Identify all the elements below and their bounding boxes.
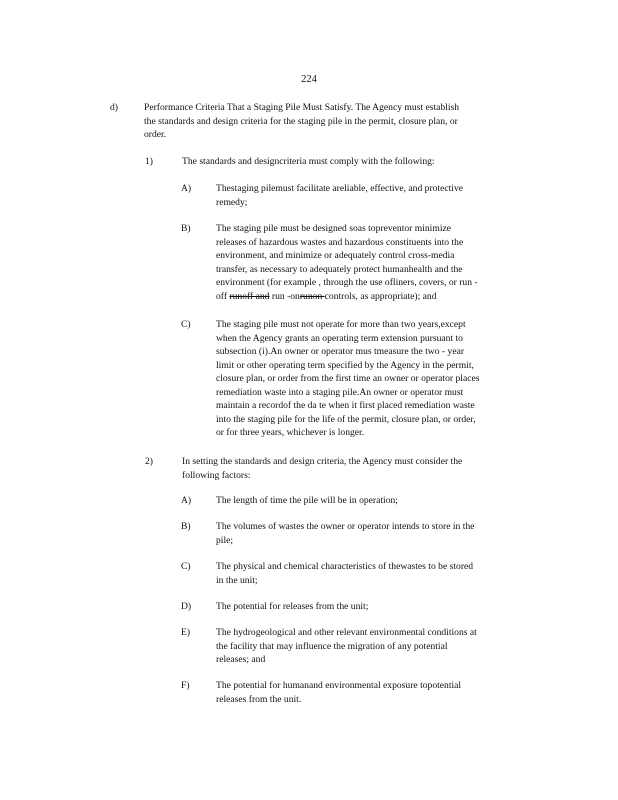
text-line: releases; and	[216, 654, 266, 665]
text-fragment: run -on	[269, 290, 300, 302]
text-line: maintain a recordof the da te when it first placed remediation waste	[216, 400, 475, 411]
text-line: The potential for humanand environmental exposure topotential	[216, 680, 462, 691]
item-2f-text	[216, 679, 542, 706]
text-line: or for three years, whichever is longer.	[216, 427, 365, 438]
item-2a-marker: A)	[181, 495, 192, 506]
item-2-marker: 2)	[145, 456, 153, 467]
section-d-text	[144, 101, 536, 142]
item-2b-text	[216, 520, 542, 547]
text-line: The potential for releases from the unit;	[216, 601, 369, 612]
text-fragment: off	[216, 290, 230, 302]
text-line: the standards and design criteria for the staging pile in the permit, closure plan, or	[144, 115, 458, 127]
text-line: In setting the standards and design criteria, the Agency must consider the	[182, 456, 463, 467]
item-2f-marker: F)	[181, 680, 190, 691]
text-line: releases from the unit.	[216, 693, 302, 705]
text-line: in the unit;	[216, 574, 258, 586]
text-line: releases of hazardous wastes and hazardous constituents into the	[216, 236, 464, 248]
text-line: Thestaging pilemust facilitate areliable, effective, and protective	[216, 183, 464, 194]
text-line: remediation waste into a staging pile.An owner or operator must	[216, 386, 464, 398]
text-line: environment (for example , through the use ofliners, covers, or run -	[216, 277, 478, 288]
item-1c-marker: C)	[181, 319, 191, 330]
struck-text: runon	[299, 290, 325, 302]
text-line: closure plan, or order from the first time an owner or operator places	[216, 373, 480, 384]
text-line: pile;	[216, 534, 234, 546]
text-line: The length of time the pile will be in operation;	[216, 495, 398, 506]
section-d-marker: d)	[110, 102, 118, 113]
item-2e-marker: E)	[181, 627, 191, 638]
item-2c-text	[216, 560, 542, 587]
text-line: when the Agency grants an operating term extension pursuant to	[216, 332, 463, 344]
text-line: subsection (i).An owner or operator mus tmeasure the two - year	[216, 346, 465, 357]
text-line: limit or other operating term specified by the Agency in the permit,	[216, 359, 474, 371]
text-line: The standards and designcriteria must comply with the following:	[182, 156, 435, 167]
text-line: following factors:	[182, 469, 251, 481]
text-fragment: controls, as appropriate); and	[324, 290, 437, 302]
text-line-with-strikethrough	[216, 290, 542, 304]
item-2b-marker: B)	[181, 521, 191, 532]
item-2-text	[182, 455, 532, 482]
text-line: order.	[144, 129, 167, 140]
text-line: into the staging pile for the life of the permit, closure plan, or order,	[216, 413, 476, 425]
text-line: transfer, as necessary to adequately protect humanhealth and the	[216, 263, 463, 275]
item-1a-marker: A)	[181, 183, 192, 194]
item-1b-text	[216, 222, 542, 303]
item-1-marker: 1)	[145, 156, 153, 167]
text-line: remedy;	[216, 196, 248, 208]
page-number: 224	[301, 74, 317, 85]
text-line: The physical and chemical characteristics of thewastes to be stored	[216, 561, 474, 572]
text-line: The staging pile must not operate for more than two years,except	[216, 319, 466, 330]
item-2a-text	[216, 494, 542, 508]
item-1c-text	[216, 318, 542, 440]
item-1b-marker: B)	[181, 223, 191, 234]
item-1-text	[182, 155, 532, 169]
text-line: Performance Criteria That a Staging Pile Must Satisfy. The Agency must establish	[144, 102, 460, 113]
text-line: The staging pile must be designed soas topreventor minimize	[216, 223, 451, 234]
item-1a-text	[216, 182, 542, 209]
text-line: The volumes of wastes the owner or operator intends to store in the	[216, 521, 475, 532]
item-2d-text	[216, 600, 542, 614]
item-2d-marker: D)	[181, 601, 192, 612]
struck-text: runoff and	[229, 290, 270, 302]
item-2e-text	[216, 626, 542, 667]
item-2c-marker: C)	[181, 561, 191, 572]
text-line: the facility that may influence the migration of any potential	[216, 640, 448, 652]
text-line: The hydrogeological and other relevant environmental conditions at	[216, 627, 477, 638]
text-line: environment, and minimize or adequately control cross-media	[216, 250, 455, 261]
